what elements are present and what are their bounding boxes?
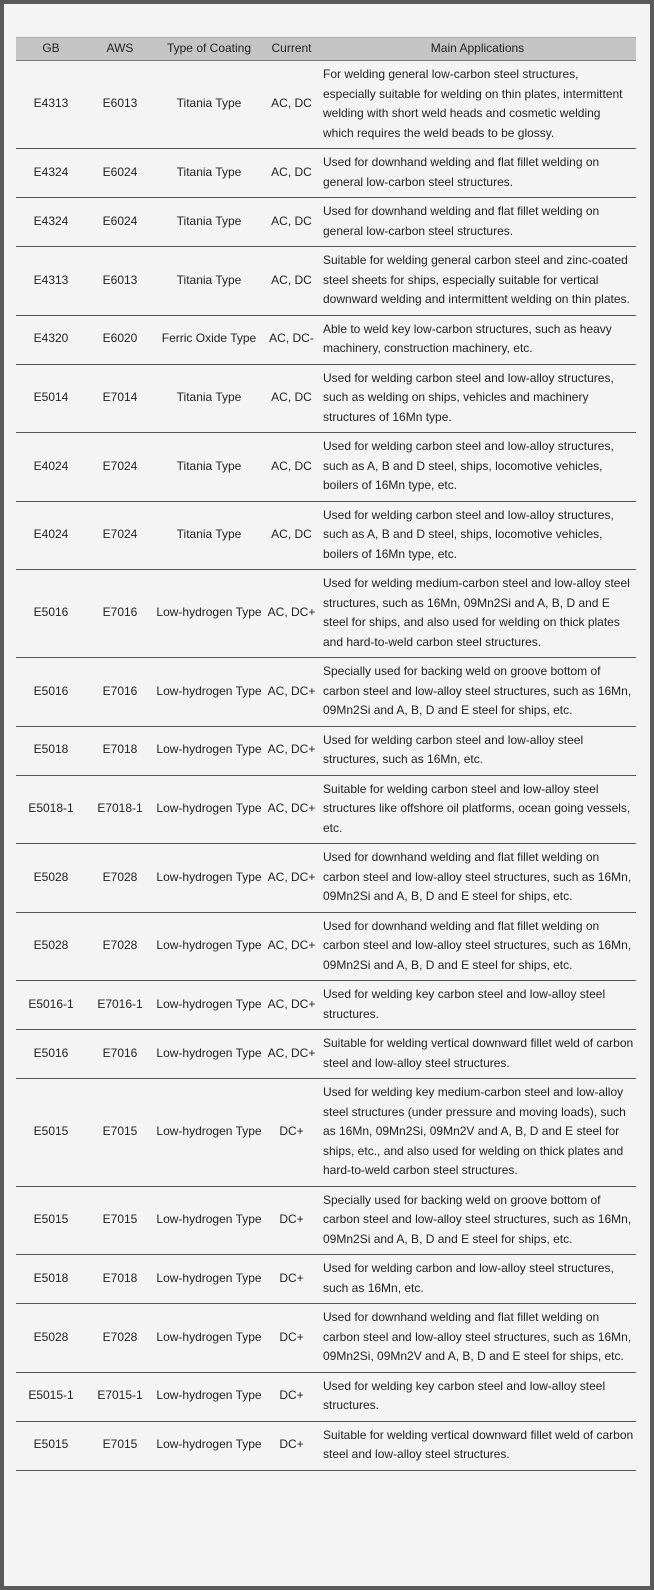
cell-aws: E7016 <box>86 1030 154 1079</box>
header-coating: Type of Coating <box>154 38 264 61</box>
cell-current: DC+ <box>264 1304 319 1373</box>
cell-coating: Low-hydrogen Type <box>154 1304 264 1373</box>
cell-applications: Specially used for backing weld on groove bottom of carbon steel and low-alloy steel structures, such as 16Mn, 09Mn2Si and A, B, D and E steel for ships, etc. <box>319 1186 636 1255</box>
cell-applications: For welding general low-carbon steel structures, especially suitable for welding on thin plates, intermittent welding with short weld heads and cosmetic welding which requires the weld beads to be glossy. <box>319 61 636 149</box>
cell-current: AC, DC- <box>264 315 319 364</box>
header-applications: Main Applications <box>319 38 636 61</box>
cell-current: DC+ <box>264 1255 319 1304</box>
cell-aws: E7014 <box>86 364 154 433</box>
cell-gb: E5028 <box>16 912 86 981</box>
cell-coating: Low-hydrogen Type <box>154 981 264 1030</box>
cell-applications: Used for welding carbon steel and low-alloy steel structures, such as 16Mn, etc. <box>319 726 636 775</box>
table-row <box>16 149 636 198</box>
table-row <box>16 1372 636 1421</box>
cell-applications: Used for welding carbon steel and low-alloy structures, such as welding on ships, vehicles and machinery structures of 16Mn type. <box>319 364 636 433</box>
table-row <box>16 1030 636 1079</box>
cell-coating: Low-hydrogen Type <box>154 775 264 844</box>
table-row <box>16 1421 636 1470</box>
cell-applications: Suitable for welding carbon steel and low-alloy steel structures like offshore oil platforms, ocean going vessels, etc. <box>319 775 636 844</box>
table-row <box>16 61 636 149</box>
cell-aws: E7018-1 <box>86 775 154 844</box>
cell-applications: Used for welding carbon steel and low-alloy structures, such as A, B and D steel, ships, locomotive vehicles, boilers of 16Mn type, etc. <box>319 433 636 502</box>
cell-aws: E6024 <box>86 149 154 198</box>
cell-applications: Able to weld key low-carbon structures, such as heavy machinery, construction machinery, etc. <box>319 315 636 364</box>
cell-aws: E7016-1 <box>86 981 154 1030</box>
table-row <box>16 844 636 913</box>
cell-current: AC, DC+ <box>264 775 319 844</box>
cell-aws: E7015 <box>86 1186 154 1255</box>
cell-current: AC, DC <box>264 198 319 247</box>
cell-coating: Low-hydrogen Type <box>154 1079 264 1187</box>
cell-coating: Low-hydrogen Type <box>154 726 264 775</box>
cell-gb: E5018 <box>16 726 86 775</box>
cell-coating: Titania Type <box>154 433 264 502</box>
cell-applications: Used for downhand welding and flat fillet welding on general low-carbon steel structures. <box>319 149 636 198</box>
cell-current: AC, DC+ <box>264 658 319 727</box>
table-row <box>16 315 636 364</box>
cell-coating: Titania Type <box>154 61 264 149</box>
cell-aws: E7028 <box>86 1304 154 1373</box>
cell-gb: E5016 <box>16 658 86 727</box>
cell-coating: Low-hydrogen Type <box>154 844 264 913</box>
table-header <box>16 38 636 61</box>
cell-applications: Suitable for welding vertical downward fillet weld of carbon steel and low-alloy steel structures. <box>319 1030 636 1079</box>
cell-applications: Used for downhand welding and flat fillet welding on carbon steel and low-alloy steel structures, such as 16Mn, 09Mn2Si, 09Mn2V and A, B, D and E steel for ships, etc. <box>319 1304 636 1373</box>
cell-gb: E5014 <box>16 364 86 433</box>
cell-aws: E6013 <box>86 61 154 149</box>
header-row <box>16 38 636 61</box>
cell-coating: Titania Type <box>154 149 264 198</box>
cell-coating: Low-hydrogen Type <box>154 1372 264 1421</box>
cell-gb: E5028 <box>16 1304 86 1373</box>
header-gb: GB <box>16 38 86 61</box>
cell-aws: E7015 <box>86 1079 154 1187</box>
table-body <box>16 61 636 1471</box>
cell-current: DC+ <box>264 1186 319 1255</box>
table-row <box>16 912 636 981</box>
table-row <box>16 1304 636 1373</box>
header-current: Current <box>264 38 319 61</box>
table-row <box>16 570 636 658</box>
table-row <box>16 981 636 1030</box>
cell-gb: E4324 <box>16 149 86 198</box>
cell-applications: Used for welding key carbon steel and low-alloy steel structures. <box>319 981 636 1030</box>
cell-current: AC, DC <box>264 247 319 316</box>
cell-coating: Titania Type <box>154 364 264 433</box>
header-aws: AWS <box>86 38 154 61</box>
cell-current: DC+ <box>264 1079 319 1187</box>
cell-gb: E4324 <box>16 198 86 247</box>
cell-gb: E5015 <box>16 1186 86 1255</box>
cell-gb: E5016 <box>16 570 86 658</box>
cell-current: AC, DC+ <box>264 844 319 913</box>
cell-aws: E7018 <box>86 726 154 775</box>
cell-applications: Suitable for welding vertical downward fillet weld of carbon steel and low-alloy steel structures. <box>319 1421 636 1470</box>
table-row <box>16 658 636 727</box>
table-row <box>16 501 636 570</box>
cell-coating: Titania Type <box>154 198 264 247</box>
cell-aws: E7016 <box>86 658 154 727</box>
cell-current: DC+ <box>264 1372 319 1421</box>
cell-coating: Low-hydrogen Type <box>154 912 264 981</box>
cell-current: AC, DC+ <box>264 912 319 981</box>
cell-aws: E6024 <box>86 198 154 247</box>
table-row <box>16 775 636 844</box>
cell-coating: Ferric Oxide Type <box>154 315 264 364</box>
cell-coating: Titania Type <box>154 247 264 316</box>
table-row <box>16 1255 636 1304</box>
cell-aws: E7024 <box>86 501 154 570</box>
cell-applications: Used for downhand welding and flat fillet welding on carbon steel and low-alloy steel structures, such as 16Mn, 09Mn2Si and A, B, D and E steel for ships, etc. <box>319 912 636 981</box>
cell-coating: Low-hydrogen Type <box>154 1255 264 1304</box>
cell-gb: E5028 <box>16 844 86 913</box>
table-row <box>16 198 636 247</box>
table-row <box>16 364 636 433</box>
cell-aws: E7024 <box>86 433 154 502</box>
cell-applications: Suitable for welding general carbon steel and zinc-coated steel sheets for ships, especially suitable for vertical downward welding and intermittent welding on thin plates. <box>319 247 636 316</box>
cell-gb: E4313 <box>16 247 86 316</box>
cell-gb: E5016 <box>16 1030 86 1079</box>
cell-current: AC, DC+ <box>264 726 319 775</box>
cell-current: AC, DC <box>264 364 319 433</box>
table-row <box>16 433 636 502</box>
cell-aws: E7015-1 <box>86 1372 154 1421</box>
cell-gb: E4320 <box>16 315 86 364</box>
cell-gb: E5015-1 <box>16 1372 86 1421</box>
cell-current: AC, DC <box>264 61 319 149</box>
electrode-table <box>16 37 636 1471</box>
cell-current: DC+ <box>264 1421 319 1470</box>
cell-gb: E4313 <box>16 61 86 149</box>
cell-aws: E6013 <box>86 247 154 316</box>
cell-aws: E7015 <box>86 1421 154 1470</box>
cell-applications: Used for downhand welding and flat fillet welding on carbon steel and low-alloy steel structures, such as 16Mn, 09Mn2Si and A, B, D and E steel for ships, etc. <box>319 844 636 913</box>
cell-coating: Low-hydrogen Type <box>154 1030 264 1079</box>
cell-aws: E7016 <box>86 570 154 658</box>
cell-current: AC, DC <box>264 501 319 570</box>
cell-applications: Used for downhand welding and flat fillet welding on general low-carbon steel structures. <box>319 198 636 247</box>
cell-coating: Low-hydrogen Type <box>154 1421 264 1470</box>
cell-applications: Used for welding medium-carbon steel and low-alloy steel structures, such as 16Mn, 09Mn2Si and A, B, D and E steel for ships, and also used for welding on thick plates and hard-to-weld carbon steel structures. <box>319 570 636 658</box>
cell-current: AC, DC <box>264 433 319 502</box>
cell-gb: E5016-1 <box>16 981 86 1030</box>
cell-aws: E6020 <box>86 315 154 364</box>
cell-applications: Specially used for backing weld on groove bottom of carbon steel and low-alloy steel structures, such as 16Mn, 09Mn2Si and A, B, D and E steel for ships, etc. <box>319 658 636 727</box>
table-row <box>16 1079 636 1187</box>
table-row <box>16 1186 636 1255</box>
cell-aws: E7028 <box>86 912 154 981</box>
cell-applications: Used for welding key medium-carbon steel and low-alloy steel structures (under pressure and moving loads), such as 16Mn, 09Mn2Si, 09Mn2V and A, B, D and E steel for ships, etc., and also used for welding on thick plates and hard-to-weld carbon steel structures. <box>319 1079 636 1187</box>
cell-coating: Low-hydrogen Type <box>154 1186 264 1255</box>
cell-applications: Used for welding carbon steel and low-alloy structures, such as A, B and D steel, ships, locomotive vehicles, boilers of 16Mn type, etc. <box>319 501 636 570</box>
table-row <box>16 726 636 775</box>
cell-coating: Titania Type <box>154 501 264 570</box>
cell-aws: E7028 <box>86 844 154 913</box>
cell-current: AC, DC+ <box>264 570 319 658</box>
cell-gb: E5015 <box>16 1079 86 1187</box>
cell-applications: Used for welding key carbon steel and low-alloy steel structures. <box>319 1372 636 1421</box>
cell-current: AC, DC+ <box>264 1030 319 1079</box>
cell-gb: E5018 <box>16 1255 86 1304</box>
cell-coating: Low-hydrogen Type <box>154 658 264 727</box>
cell-current: AC, DC+ <box>264 981 319 1030</box>
cell-aws: E7018 <box>86 1255 154 1304</box>
cell-applications: Used for welding carbon and low-alloy steel structures, such as 16Mn, etc. <box>319 1255 636 1304</box>
cell-current: AC, DC <box>264 149 319 198</box>
table-row <box>16 247 636 316</box>
cell-gb: E5018-1 <box>16 775 86 844</box>
cell-coating: Low-hydrogen Type <box>154 570 264 658</box>
cell-gb: E5015 <box>16 1421 86 1470</box>
cell-gb: E4024 <box>16 433 86 502</box>
cell-gb: E4024 <box>16 501 86 570</box>
